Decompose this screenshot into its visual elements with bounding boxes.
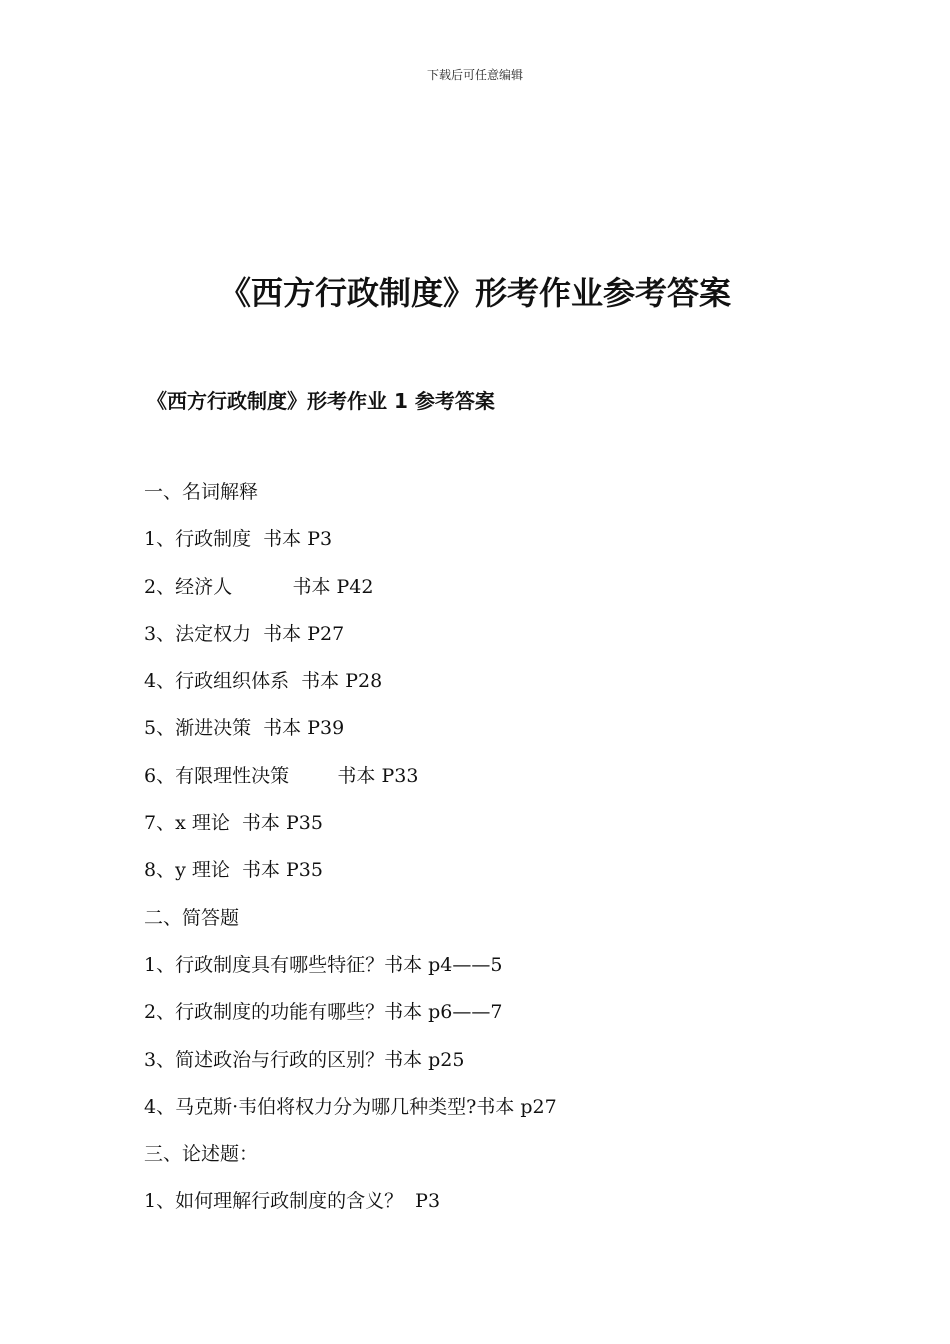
document-body <box>144 478 864 1235</box>
list-item: 2、行政制度的功能有哪些？书本 p6——7 <box>144 1001 503 1024</box>
list-item: 6、有限理性决策 书本 P33 <box>144 764 419 787</box>
list-item: 5、渐进决策 书本 P39 <box>144 717 345 740</box>
list-item: 4、马克斯·韦伯将权力分为哪几种类型?书本 p27 <box>144 1095 557 1118</box>
list-item: 1、如何理解行政制度的含义？ P3 <box>144 1190 441 1213</box>
list-item: 1、行政制度 书本 P3 <box>144 528 333 551</box>
section-heading-essay: 三、论述题： <box>144 1143 259 1166</box>
document-title: 《西方行政制度》形考作业参考答案 <box>218 274 731 312</box>
list-item: 3、简述政治与行政的区别？书本 p25 <box>144 1048 465 1071</box>
section-heading-terms: 一、名词解释 <box>144 481 259 503</box>
header-note: 下载后可任意编辑 <box>426 68 523 82</box>
list-item: 1、行政制度具有哪些特征？书本 p4——5 <box>144 953 503 976</box>
list-item: 3、法定权力 书本 P27 <box>144 622 345 645</box>
list-item: 4、行政组织体系 书本 P28 <box>144 670 383 693</box>
section-subtitle: 《西方行政制度》形考作业 1 参考答案 <box>147 389 495 413</box>
section-heading-short-answer: 二、简答题 <box>144 906 240 929</box>
list-item: 8、y 理论 书本 P35 <box>144 859 323 882</box>
list-item: 2、经济人 书本 P42 <box>144 575 374 598</box>
list-item: 7、x 理论 书本 P35 <box>144 812 323 835</box>
